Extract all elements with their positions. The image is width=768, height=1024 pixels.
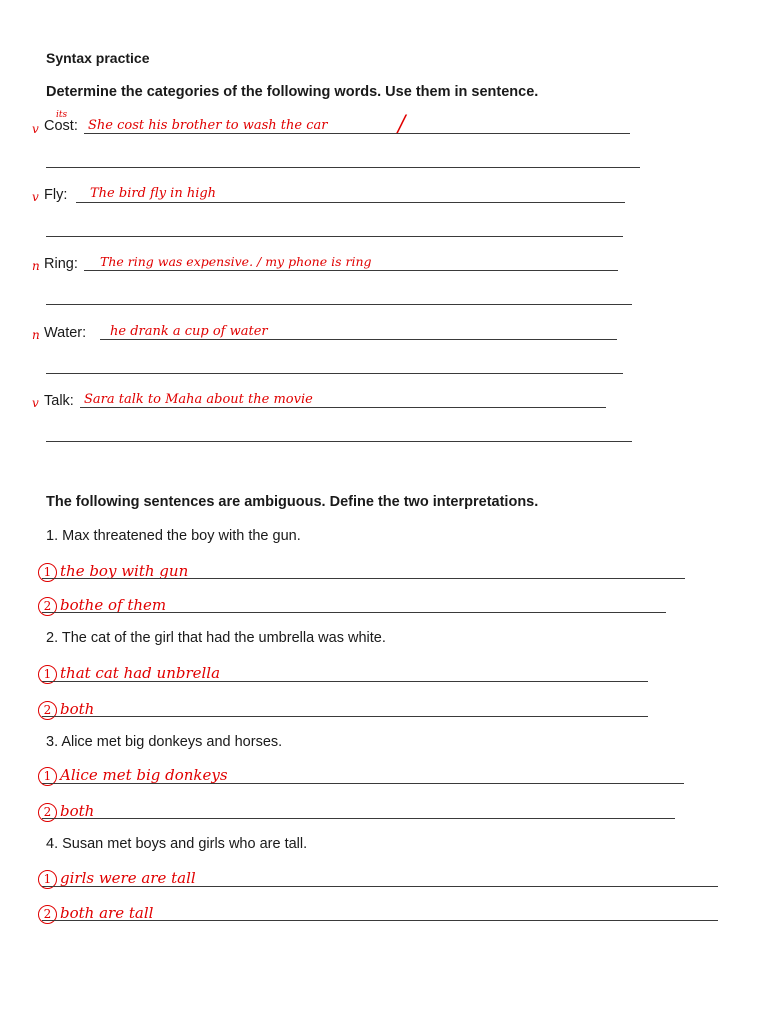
circled-number: 2 [38,803,57,822]
answer-line [84,133,630,134]
handwritten-answer: Sara talk to Maha about the movie [84,392,313,407]
answer-line [100,339,617,340]
sentence-text: 2. The cat of the girl that had the umbrella was white. [46,630,386,646]
answer-line [46,373,623,374]
answer-line [42,716,648,717]
handwritten-answer: bothe of them [60,596,167,614]
answer-line [80,407,606,408]
handwritten-answer: The bird fly in high [90,186,217,201]
circled-number: 2 [38,597,57,616]
answer-line [42,578,685,579]
circled-number: 1 [38,665,57,684]
handwritten-answer: Alice met big donkeys [60,766,228,784]
sentence-text: 3. Alice met big donkeys and horses. [46,734,283,750]
handwritten-answer: girls were are tall [60,869,196,887]
handwritten-answer: that cat had unbrella [60,664,221,682]
instruction-words: Determine the categories of the following words. Use them in sentence. [46,84,539,100]
answer-line [84,270,618,271]
answer-line [46,441,632,442]
sentence-text: 1. Max threatened the boy with the gun. [46,528,301,544]
page-title: Syntax practice [46,50,150,66]
answer-line [42,886,718,887]
instruction-ambiguous: The following sentences are ambiguous. Define the two interpretations. [46,494,539,510]
answer-line [42,612,666,613]
handwritten-answer: both [60,700,95,718]
category-mark: v [32,190,39,204]
circled-number: 2 [38,905,57,924]
handwritten-answer: he drank a cup of water [110,324,268,339]
word-label-fly: Fly: [44,187,68,203]
handwritten-answer: She cost his brother to wash the car [88,118,328,133]
category-mark: v [32,122,39,136]
word-label-water: Water: [44,325,87,341]
answer-line [42,783,684,784]
handwritten-note: its [56,110,68,120]
answer-line [42,681,648,682]
category-mark: n [32,259,40,273]
circled-number: 2 [38,701,57,720]
word-label-ring: Ring: [44,256,78,272]
handwritten-answer: both [60,802,95,820]
handwritten-answer: the boy with gun [60,562,189,580]
category-mark: v [32,396,39,410]
answer-line [46,236,623,237]
answer-line [42,818,675,819]
circled-number: 1 [38,767,57,786]
handwritten-answer: both are tall [60,904,154,922]
answer-line [46,304,632,305]
category-mark: n [32,328,40,342]
circled-number: 1 [38,870,57,889]
answer-line [76,202,625,203]
sentence-text: 4. Susan met boys and girls who are tall. [46,836,308,852]
word-label-cost: Cost: [44,118,78,134]
answer-line [46,167,640,168]
answer-line [42,920,718,921]
handwritten-slash: / [398,112,406,137]
handwritten-answer: The ring was expensive. / my phone is ring [100,254,372,269]
circled-number: 1 [38,563,57,582]
word-label-talk: Talk: [44,393,74,409]
